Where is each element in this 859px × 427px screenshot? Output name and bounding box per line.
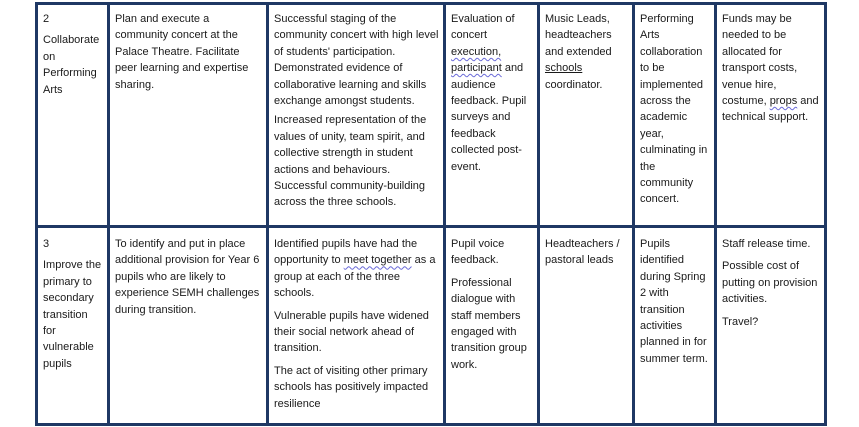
spellcheck-underline: meet together — [343, 254, 412, 267]
success-criteria-cell — [268, 4, 445, 227]
success-criteria-cell — [268, 227, 445, 425]
objective-cell — [37, 227, 109, 425]
objective-cell — [37, 4, 109, 227]
action-cell — [109, 4, 268, 227]
resources-cell — [716, 227, 826, 425]
success-text: Identified pupils have had the opportunity to meet together as a group at each of the three schools. — [274, 238, 436, 300]
monitoring-cell — [445, 227, 539, 425]
plan-table — [35, 2, 827, 426]
underlined-word: schools — [545, 62, 583, 75]
monitoring-text: Professional dialogue with staff members engaged with transition group work. — [451, 276, 527, 371]
table-row — [37, 4, 826, 227]
resources-text: Travel? — [722, 315, 759, 328]
action-cell — [109, 227, 268, 425]
timescale-text: Pupils identified during Spring 2 with transition activities planned in for summer term. — [640, 238, 708, 365]
row-number: 2 — [43, 13, 50, 25]
action-text: To identify and put in place additional provision for Year 6 pupils who are likely to experience SEMH challenges during transition. — [115, 238, 260, 316]
table-row — [37, 227, 826, 425]
success-text: The act of visiting other primary schools has positively impacted resilience — [274, 364, 429, 410]
action-text: Plan and execute a community concert at the Palace Theatre. Facilitate peer learning and expertise sharing. — [115, 13, 249, 91]
leads-text: Music Leads, headteachers and extended schools coordinator. — [545, 13, 612, 91]
success-text: Increased representation of the values of unity, team spirit, and collective strength in student actions and behaviours. Successful community-building across the three schools. — [274, 114, 427, 209]
leads-cell — [539, 227, 634, 425]
timescale-cell — [634, 4, 716, 227]
monitoring-text: Pupil voice feedback. — [451, 238, 505, 267]
objective-text: Improve the primary to secondary transition for vulnerable pupils — [43, 259, 102, 370]
success-text: Successful staging of the community concert with high level of students' participation. Demonstrated evidence of collaborative learning and skills exchange amongst students. — [274, 13, 439, 108]
monitoring-cell — [445, 4, 539, 227]
row-number: 3 — [43, 238, 50, 250]
timescale-text: Performing Arts collaboration to be implemented across the academic year, culminating in the community concert. — [640, 13, 708, 206]
resources-text: Staff release time. — [722, 238, 811, 250]
leads-text: Headteachers / pastoral leads — [545, 238, 620, 267]
timescale-cell — [634, 227, 716, 425]
objective-text: Collaborate on Performing Arts — [43, 34, 100, 96]
resources-text: Possible cost of putting on provision activities. — [722, 260, 818, 306]
leads-cell — [539, 4, 634, 227]
resources-text: Funds may be needed to be allocated for transport costs, venue hire, costume, props and technical support. — [722, 13, 819, 124]
success-text: Vulnerable pupils have widened their social network ahead of transition. — [274, 309, 429, 355]
monitoring-text: Evaluation of concert execution, participant and audience feedback. Pupil surveys and feedback collected post-event. — [451, 13, 527, 173]
resources-cell — [716, 4, 826, 227]
spellcheck-underline: execution, participant — [451, 45, 502, 75]
spellcheck-underline: props — [769, 95, 798, 108]
